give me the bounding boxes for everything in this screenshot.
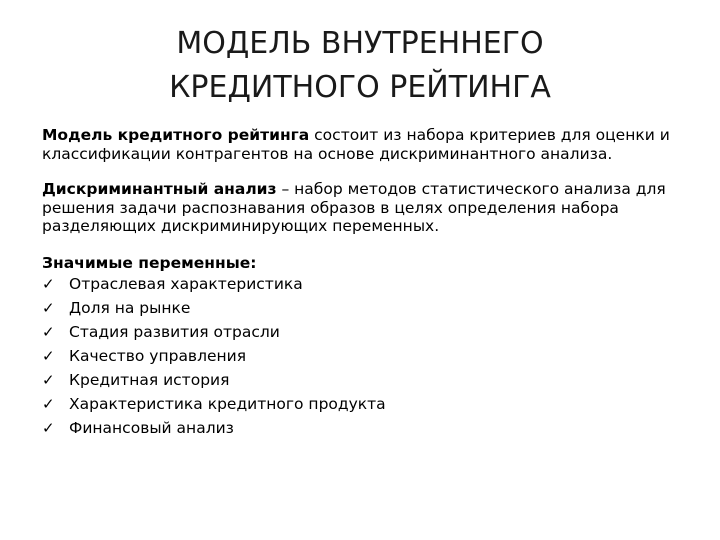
term-model: Модель кредитного рейтинга	[42, 126, 310, 144]
slide-title-line-2: КРЕДИТНОГО РЕЙТИНГА	[169, 70, 551, 105]
list-item-label: Финансовый анализ	[69, 419, 234, 437]
list-item-label: Кредитная история	[69, 371, 230, 389]
slide-body	[42, 126, 682, 440]
list-item-label: Характеристика кредитного продукта	[69, 395, 386, 413]
list-item	[42, 296, 682, 320]
variables-list	[42, 272, 682, 440]
variables-heading: Значимые переменные:	[42, 253, 257, 272]
checkmark-icon: ✓	[42, 419, 55, 437]
checkmark-icon: ✓	[42, 323, 55, 341]
list-item	[42, 272, 682, 296]
checkmark-icon: ✓	[42, 347, 55, 365]
list-item-label: Отраслевая характеристика	[69, 275, 303, 293]
slide-title	[60, 22, 660, 110]
definition-text-discriminant: – набор методов статистического анализа для решения задачи распознавания образов в целях определения набора разделяющих дискриминирующих переменных.	[42, 180, 666, 235]
term-discriminant: Дискриминантный анализ	[42, 180, 277, 198]
checkmark-icon: ✓	[42, 299, 55, 317]
slide-title-line-1: МОДЕЛЬ ВНУТРЕННЕГО	[176, 26, 544, 61]
list-item	[42, 344, 682, 368]
list-item	[42, 368, 682, 392]
checkmark-icon: ✓	[42, 371, 55, 389]
list-item-label: Качество управления	[69, 347, 247, 365]
list-item-label: Стадия развития отрасли	[69, 323, 280, 341]
list-item	[42, 320, 682, 344]
definition-paragraph-discriminant	[42, 180, 682, 236]
definition-text-model: состоит из набора критериев для оценки и классификации контрагентов на основе дискриминантного анализа.	[42, 126, 670, 163]
definition-paragraph-model	[42, 126, 682, 163]
checkmark-icon: ✓	[42, 275, 55, 293]
list-item	[42, 392, 682, 416]
checkmark-icon: ✓	[42, 395, 55, 413]
list-item	[42, 416, 682, 440]
list-item-label: Доля на рынке	[69, 299, 191, 317]
